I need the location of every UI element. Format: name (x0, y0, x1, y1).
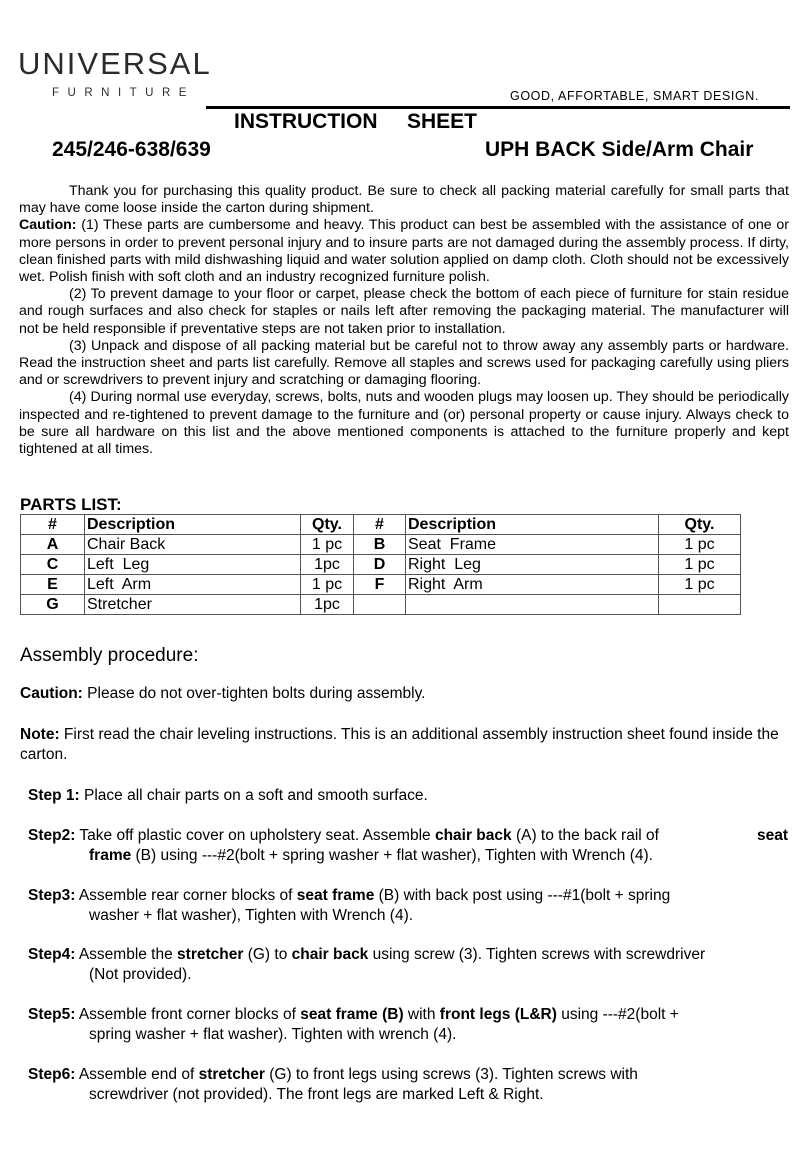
brand-logo: UNIVERSAL (18, 46, 212, 81)
caution-1-text: (1) These parts are cumbersome and heavy. This product can best be assembled with the assistance of one or more persons in order to prevent personal injury and to insure parts are not damaged during the assembly process. If dirty, clean finished parts with mild dishwashing liquid and water solution applied on damp cloth. Cloth should not be excessively wet. Polish finish with soft cloth and an industry recognized furniture polish. (19, 217, 789, 286)
part-id: G (21, 595, 85, 615)
part-qty: 1 pc (659, 575, 741, 595)
step-keyword: stretcher (177, 946, 244, 963)
step-keyword: seat frame (B) (300, 1006, 404, 1023)
part-qty: 1 pc (659, 555, 741, 575)
parts-list-title: PARTS LIST: (20, 495, 122, 514)
model-number: 245/246-638/639 (52, 138, 211, 161)
header-cell: Description (85, 515, 301, 535)
step-continuation: spring washer + flat washer). Tighten with wrench (4). (89, 1026, 457, 1043)
step-keyword: chair back (434, 827, 512, 844)
table-row (21, 595, 741, 615)
part-id: B (354, 535, 406, 555)
caution-paragraph-2: (2) To prevent damage to your floor or carpet, please check the bottom of each piece of furniture for stain residue and rough surfaces and also check for staples or nails left after removing the packaging material. The manufacturer will not be held responsible if preventative steps are not taken prior to installation. (19, 286, 789, 337)
note-label: Note: (20, 726, 60, 743)
step-text: Assemble front corner blocks of (75, 1006, 301, 1023)
part-id: A (21, 535, 85, 555)
assembly-caution (20, 684, 786, 704)
part-description: Chair Back (85, 535, 301, 555)
intro-section (19, 183, 789, 458)
step-label: Step5: (28, 1006, 76, 1023)
part-description: Left Arm (85, 575, 301, 595)
part-qty: 1pc (301, 595, 354, 615)
header-cell: # (354, 515, 406, 535)
part-id (354, 595, 406, 615)
part-qty: 1 pc (301, 535, 354, 555)
step-keyword: chair back (291, 946, 369, 963)
part-description: Stretcher (85, 595, 301, 615)
table-header-row (21, 515, 741, 535)
part-description (406, 595, 659, 615)
header-cell: Description (406, 515, 659, 535)
step-label: Step6: (28, 1066, 76, 1083)
part-qty: 1pc (301, 555, 354, 575)
step-text: using screw (3). Tighten screws with screwdriver (368, 946, 706, 963)
step-1 (28, 786, 788, 806)
part-id: D (354, 555, 406, 575)
header-cell: Qty. (301, 515, 354, 535)
table-row (21, 575, 741, 595)
part-id: C (21, 555, 85, 575)
step-text: with (403, 1006, 440, 1023)
step-label: Step3: (28, 887, 76, 904)
step-text: Assemble end of (75, 1066, 199, 1083)
header-cell: Qty. (659, 515, 741, 535)
table-row (21, 555, 741, 575)
step-text: (B) with back post using ---#1(bolt + spring (374, 887, 671, 904)
step-text: Assemble the (75, 946, 178, 963)
caution-paragraph-4: (4) During normal use everyday, screws, bolts, nuts and wooden plugs may loosen up. They should be periodically inspected and re-tightened to prevent damage to the furniture and (or) personal property or cause injury. Always check to be sure all hardware on this list and the above mentioned components is attached to the furniture properly and kept tightened at all times. (19, 389, 789, 458)
step-keyword: front legs (L&R) (439, 1006, 557, 1023)
step-text: (B) using ---#2(bolt + spring washer + flat washer), Tighten with Wrench (4). (131, 847, 653, 864)
part-id: F (354, 575, 406, 595)
step-5 (28, 1005, 788, 1045)
caution-paragraph-3: (3) Unpack and dispose of all packing material but be careful not to throw away any assembly parts or hardware. Read the instruction sheet and parts list carefully. Remove all staples and screws used for packaging carefully using pliers and or screwdrivers to prevent injury and scratching or damaging flooring. (19, 337, 789, 389)
step-text: Take off plastic cover on upholstery seat. Assemble (75, 827, 435, 844)
part-description: Seat Frame (406, 535, 659, 555)
step-keyword: frame (89, 847, 132, 864)
header-cell: # (21, 515, 85, 535)
header-rule (206, 106, 790, 109)
table-row (21, 535, 741, 555)
tagline: GOOD, AFFORTABLE, SMART DESIGN. (510, 89, 759, 103)
caution-label: Caution: (19, 217, 77, 234)
assembly-note (20, 725, 786, 765)
assembly-caution-text: Please do not over-tighten bolts during assembly. (82, 685, 426, 702)
step-keyword: seat frame (296, 887, 375, 904)
step-2 (28, 826, 788, 866)
page-title: INSTRUCTION SHEET (234, 110, 478, 133)
step-continuation: washer + flat washer), Tighten with Wrench (4). (89, 907, 414, 924)
brand-subtitle: FURNITURE (52, 87, 195, 99)
step-continuation: screwdriver (not provided). The front legs are marked Left & Right. (89, 1086, 544, 1103)
step-label: Step 1: (28, 787, 80, 804)
part-qty: 1 pc (301, 575, 354, 595)
assembly-title: Assembly procedure: (20, 645, 199, 666)
step-label: Step4: (28, 946, 76, 963)
step-text: (G) to front legs using screws (3). Tighten screws with (264, 1066, 638, 1083)
thanks-paragraph: Thank you for purchasing this quality product. Be sure to check all packing material carefully for small parts that may have come loose inside the carton during shipment. (19, 183, 789, 217)
step-3 (28, 886, 788, 926)
step-6 (28, 1065, 788, 1105)
step-continuation: (Not provided). (89, 966, 192, 983)
part-qty: 1 pc (659, 535, 741, 555)
step-keyword: stretcher (198, 1066, 265, 1083)
part-id: E (21, 575, 85, 595)
part-description: Right Leg (406, 555, 659, 575)
part-description: Left Leg (85, 555, 301, 575)
step-text: (G) to (243, 946, 292, 963)
product-name: UPH BACK Side/Arm Chair (485, 138, 754, 161)
step-text: Assemble rear corner blocks of (75, 887, 297, 904)
caution-paragraph-1 (19, 217, 789, 286)
note-text: First read the chair leveling instructions. This is an additional assembly instruction sheet found inside the carton. (20, 726, 779, 763)
assembly-caution-label: Caution: (20, 685, 83, 702)
step-continuation (28, 846, 788, 866)
step-4 (28, 945, 788, 985)
part-description: Right Arm (406, 575, 659, 595)
step-text: using ---#2(bolt + (556, 1006, 679, 1023)
part-qty (659, 595, 741, 615)
step-text: (A) to the back rail of (511, 827, 659, 844)
step-keyword: seat (756, 827, 788, 844)
step-label: Step2: (28, 827, 76, 844)
parts-table (20, 514, 741, 615)
step-text: Place all chair parts on a soft and smooth surface. (79, 787, 428, 804)
